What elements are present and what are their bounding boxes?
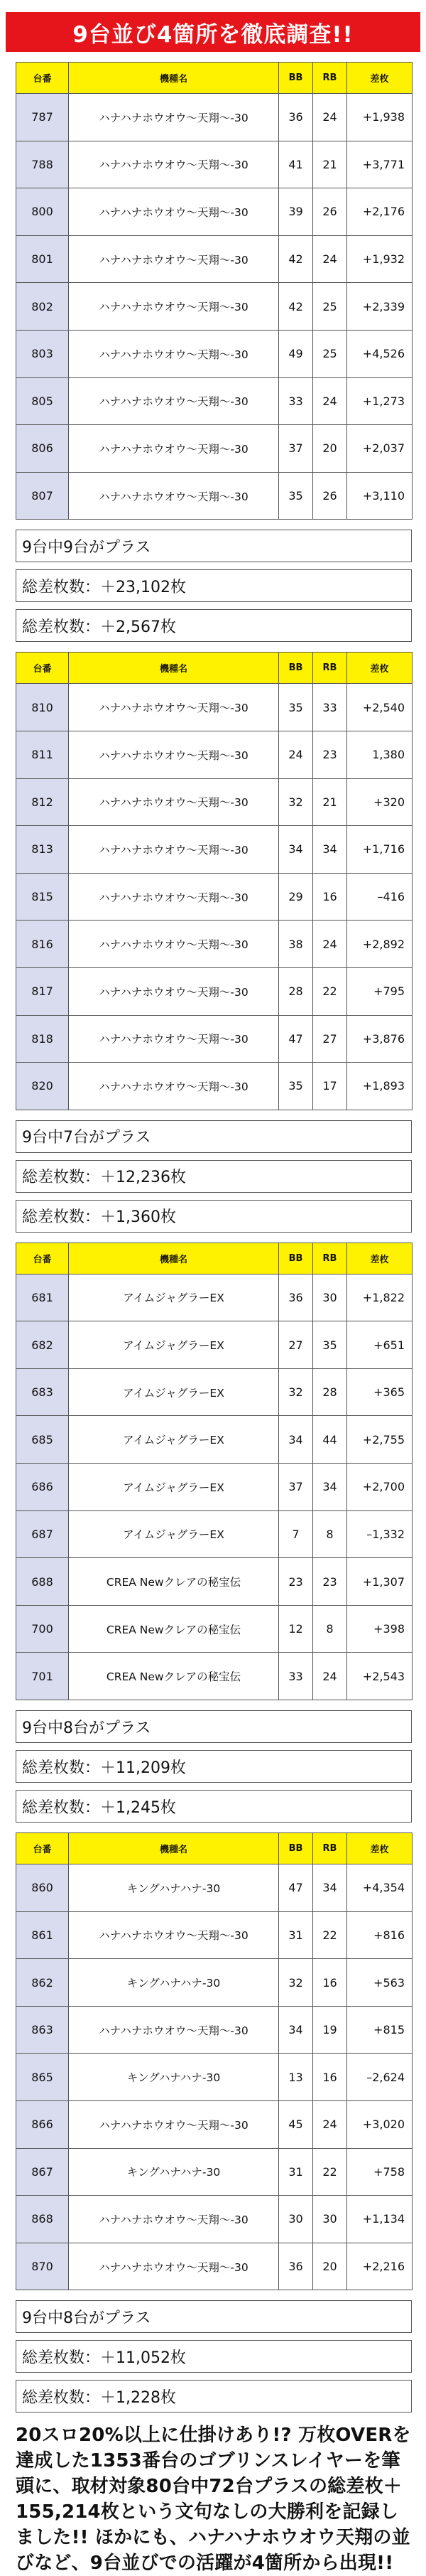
header-bb: BB xyxy=(279,653,313,684)
difference-cell: +795 xyxy=(347,967,413,1015)
rb-count-cell: 26 xyxy=(313,188,347,236)
difference-cell: +816 xyxy=(347,1911,413,1959)
rb-count-cell: 34 xyxy=(313,826,347,874)
bb-count-cell: 39 xyxy=(279,188,313,236)
rb-count-cell: 33 xyxy=(313,684,347,731)
rb-count-cell: 25 xyxy=(313,283,347,331)
header-difference: 差枚 xyxy=(347,1243,413,1274)
machine-number-cell: 863 xyxy=(16,2006,69,2054)
plus-count-summary: 9台中8台がプラス xyxy=(16,2300,412,2333)
difference-cell: +1,307 xyxy=(347,1558,413,1606)
title-banner: 9台並び4箇所を徹底調査!! xyxy=(6,12,420,52)
difference-cell: +1,822 xyxy=(347,1274,413,1321)
bb-count-cell: 27 xyxy=(279,1321,313,1369)
machine-number-cell: 860 xyxy=(16,1864,69,1912)
difference-cell: +2,540 xyxy=(347,684,413,731)
rb-count-cell: 21 xyxy=(313,778,347,826)
bb-count-cell: 36 xyxy=(279,1274,313,1321)
average-difference: 総差枚数：＋1,360枚 xyxy=(16,1200,412,1233)
bb-count-cell: 23 xyxy=(279,1558,313,1606)
machine-name-cell: ハナハナホウオウ〜天翔〜-30 xyxy=(69,731,279,778)
difference-cell: +2,755 xyxy=(347,1416,413,1464)
machine-number-cell: 800 xyxy=(16,188,69,236)
plus-count-summary: 9台中9台がプラス xyxy=(16,530,412,562)
difference-cell: +651 xyxy=(347,1321,413,1369)
machine-name-cell: アイムジャグラーEX xyxy=(69,1464,279,1511)
machine-number-cell: 870 xyxy=(16,2243,69,2290)
difference-cell: –2,624 xyxy=(347,2054,413,2101)
rb-count-cell: 23 xyxy=(313,1558,347,1606)
header-machine-name: 機種名 xyxy=(69,653,279,684)
rb-count-cell: 23 xyxy=(313,731,347,778)
machine-number-cell: 686 xyxy=(16,1464,69,1511)
header-machine-number: 台番 xyxy=(16,653,69,684)
bb-count-cell: 35 xyxy=(279,1063,313,1110)
machine-number-cell: 803 xyxy=(16,330,69,377)
machine-name-cell: キングハナハナ-30 xyxy=(69,2054,279,2101)
header-machine-number: 台番 xyxy=(16,1243,69,1274)
plus-count-summary: 9台中7台がプラス xyxy=(16,1120,412,1153)
rb-count-cell: 22 xyxy=(313,1911,347,1959)
difference-cell: +2,216 xyxy=(347,2243,413,2290)
machine-name-cell: ハナハナホウオウ〜天翔〜-30 xyxy=(69,141,279,188)
header-bb: BB xyxy=(279,1833,313,1864)
table-row xyxy=(16,1063,413,1110)
table-row xyxy=(16,1274,413,1321)
rb-count-cell: 17 xyxy=(313,1063,347,1110)
table-row xyxy=(16,1416,413,1464)
machine-name-cell: アイムジャグラーEX xyxy=(69,1510,279,1558)
rb-count-cell: 25 xyxy=(313,330,347,377)
difference-cell: +3,020 xyxy=(347,2101,413,2149)
machine-name-cell: CREA Newクレアの秘宝伝 xyxy=(69,1653,279,1700)
machine-name-cell: ハナハナホウオウ〜天翔〜-30 xyxy=(69,967,279,1015)
table-row xyxy=(16,377,413,425)
header-machine-number: 台番 xyxy=(16,63,69,94)
rb-count-cell: 30 xyxy=(313,1274,347,1321)
machine-group-section xyxy=(16,1243,412,1823)
results-table xyxy=(16,62,413,520)
difference-cell: +365 xyxy=(347,1368,413,1416)
machine-name-cell: アイムジャグラーEX xyxy=(69,1368,279,1416)
rb-count-cell: 8 xyxy=(313,1605,347,1653)
bb-count-cell: 35 xyxy=(279,472,313,520)
average-difference: 総差枚数：＋1,228枚 xyxy=(16,2380,412,2413)
header-bb: BB xyxy=(279,63,313,94)
table-row xyxy=(16,967,413,1015)
machine-number-cell: 868 xyxy=(16,2196,69,2243)
difference-cell: +815 xyxy=(347,2006,413,2054)
total-difference: 総差枚数：＋12,236枚 xyxy=(16,1160,412,1193)
bb-count-cell: 49 xyxy=(279,330,313,377)
bb-count-cell: 30 xyxy=(279,2196,313,2243)
machine-name-cell: CREA Newクレアの秘宝伝 xyxy=(69,1605,279,1653)
bb-count-cell: 35 xyxy=(279,684,313,731)
difference-cell: +2,176 xyxy=(347,188,413,236)
machine-name-cell: ハナハナホウオウ〜天翔〜-30 xyxy=(69,2243,279,2290)
machine-name-cell: アイムジャグラーEX xyxy=(69,1416,279,1464)
total-difference: 総差枚数：＋11,052枚 xyxy=(16,2340,412,2373)
table-row xyxy=(16,684,413,731)
machine-number-cell: 867 xyxy=(16,2148,69,2196)
rb-count-cell: 35 xyxy=(313,1321,347,1369)
total-difference: 総差枚数：＋11,209枚 xyxy=(16,1750,412,1783)
rb-count-cell: 28 xyxy=(313,1368,347,1416)
rb-count-cell: 24 xyxy=(313,1653,347,1700)
machine-number-cell: 806 xyxy=(16,425,69,473)
machine-name-cell: キングハナハナ-30 xyxy=(69,2148,279,2196)
machine-number-cell: 813 xyxy=(16,826,69,874)
machine-name-cell: アイムジャグラーEX xyxy=(69,1274,279,1321)
difference-cell: 1,380 xyxy=(347,731,413,778)
difference-cell: +1,716 xyxy=(347,826,413,874)
difference-cell: +3,110 xyxy=(347,472,413,520)
machine-number-cell: 688 xyxy=(16,1558,69,1606)
rb-count-cell: 19 xyxy=(313,2006,347,2054)
table-row xyxy=(16,1864,413,1912)
rb-count-cell: 34 xyxy=(313,1464,347,1511)
table-row xyxy=(16,2054,413,2101)
bb-count-cell: 28 xyxy=(279,967,313,1015)
table-header-row xyxy=(16,63,413,94)
machine-number-cell: 685 xyxy=(16,1416,69,1464)
plus-count-summary: 9台中8台がプラス xyxy=(16,1710,412,1743)
machine-name-cell: ハナハナホウオウ〜天翔〜-30 xyxy=(69,377,279,425)
difference-cell: +2,700 xyxy=(347,1464,413,1511)
rb-count-cell: 20 xyxy=(313,2243,347,2290)
table-row xyxy=(16,1510,413,1558)
machine-name-cell: ハナハナホウオウ〜天翔〜-30 xyxy=(69,1015,279,1063)
machine-name-cell: ハナハナホウオウ〜天翔〜-30 xyxy=(69,94,279,141)
bb-count-cell: 32 xyxy=(279,1368,313,1416)
table-row xyxy=(16,472,413,520)
header-machine-name: 機種名 xyxy=(69,63,279,94)
table-row xyxy=(16,1605,413,1653)
table-row xyxy=(16,141,413,188)
difference-cell: +320 xyxy=(347,778,413,826)
sections-container xyxy=(0,62,426,2413)
bb-count-cell: 36 xyxy=(279,2243,313,2290)
average-difference: 総差枚数：＋2,567枚 xyxy=(16,609,412,642)
table-row xyxy=(16,330,413,377)
difference-cell: +3,771 xyxy=(347,141,413,188)
rb-count-cell: 22 xyxy=(313,2148,347,2196)
difference-cell: +4,354 xyxy=(347,1864,413,1912)
difference-cell: +758 xyxy=(347,2148,413,2196)
difference-cell: +2,339 xyxy=(347,283,413,331)
bb-count-cell: 31 xyxy=(279,2148,313,2196)
rb-count-cell: 26 xyxy=(313,472,347,520)
difference-cell: +2,543 xyxy=(347,1653,413,1700)
machine-number-cell: 866 xyxy=(16,2101,69,2149)
difference-cell: +4,526 xyxy=(347,330,413,377)
rb-count-cell: 22 xyxy=(313,967,347,1015)
bb-count-cell: 38 xyxy=(279,921,313,968)
machine-name-cell: ハナハナホウオウ〜天翔〜-30 xyxy=(69,2006,279,2054)
machine-name-cell: キングハナハナ-30 xyxy=(69,1959,279,2007)
table-row xyxy=(16,2196,413,2243)
bb-count-cell: 32 xyxy=(279,778,313,826)
difference-cell: +563 xyxy=(347,1959,413,2007)
machine-number-cell: 801 xyxy=(16,235,69,283)
rb-count-cell: 16 xyxy=(313,1959,347,2007)
bb-count-cell: 36 xyxy=(279,94,313,141)
bb-count-cell: 37 xyxy=(279,1464,313,1511)
header-difference: 差枚 xyxy=(347,653,413,684)
table-row xyxy=(16,1015,413,1063)
table-row xyxy=(16,425,413,473)
rb-count-cell: 30 xyxy=(313,2196,347,2243)
bb-count-cell: 34 xyxy=(279,1416,313,1464)
machine-name-cell: ハナハナホウオウ〜天翔〜-30 xyxy=(69,188,279,236)
machine-name-cell: ハナハナホウオウ〜天翔〜-30 xyxy=(69,283,279,331)
rb-count-cell: 20 xyxy=(313,425,347,473)
bb-count-cell: 29 xyxy=(279,873,313,921)
bb-count-cell: 42 xyxy=(279,235,313,283)
difference-cell: +3,876 xyxy=(347,1015,413,1063)
machine-name-cell: ハナハナホウオウ〜天翔〜-30 xyxy=(69,472,279,520)
machine-number-cell: 682 xyxy=(16,1321,69,1369)
header-rb: RB xyxy=(313,63,347,94)
rb-count-cell: 27 xyxy=(313,1015,347,1063)
difference-cell: –416 xyxy=(347,873,413,921)
table-row xyxy=(16,2101,413,2149)
header-machine-number: 台番 xyxy=(16,1833,69,1864)
machine-name-cell: ハナハナホウオウ〜天翔〜-30 xyxy=(69,1063,279,1110)
table-row xyxy=(16,921,413,968)
bb-count-cell: 31 xyxy=(279,1911,313,1959)
table-header-row xyxy=(16,1833,413,1864)
difference-cell: +1,932 xyxy=(347,235,413,283)
table-row xyxy=(16,1464,413,1511)
bb-count-cell: 33 xyxy=(279,377,313,425)
machine-number-cell: 787 xyxy=(16,94,69,141)
machine-name-cell: アイムジャグラーEX xyxy=(69,1321,279,1369)
machine-number-cell: 865 xyxy=(16,2054,69,2101)
machine-name-cell: ハナハナホウオウ〜天翔〜-30 xyxy=(69,330,279,377)
machine-number-cell: 807 xyxy=(16,472,69,520)
table-row xyxy=(16,1911,413,1959)
bb-count-cell: 37 xyxy=(279,425,313,473)
machine-name-cell: ハナハナホウオウ〜天翔〜-30 xyxy=(69,684,279,731)
machine-name-cell: ハナハナホウオウ〜天翔〜-30 xyxy=(69,826,279,874)
machine-number-cell: 810 xyxy=(16,684,69,731)
machine-name-cell: CREA Newクレアの秘宝伝 xyxy=(69,1558,279,1606)
rb-count-cell: 24 xyxy=(313,235,347,283)
machine-name-cell: ハナハナホウオウ〜天翔〜-30 xyxy=(69,1911,279,1959)
rb-count-cell: 16 xyxy=(313,873,347,921)
machine-name-cell: ハナハナホウオウ〜天翔〜-30 xyxy=(69,873,279,921)
table-row xyxy=(16,1368,413,1416)
machine-number-cell: 683 xyxy=(16,1368,69,1416)
bb-count-cell: 42 xyxy=(279,283,313,331)
machine-number-cell: 788 xyxy=(16,141,69,188)
machine-name-cell: ハナハナホウオウ〜天翔〜-30 xyxy=(69,2196,279,2243)
table-row xyxy=(16,1558,413,1606)
header-rb: RB xyxy=(313,653,347,684)
machine-name-cell: ハナハナホウオウ〜天翔〜-30 xyxy=(69,778,279,826)
machine-number-cell: 812 xyxy=(16,778,69,826)
difference-cell: +1,134 xyxy=(347,2196,413,2243)
machine-number-cell: 687 xyxy=(16,1510,69,1558)
header-difference: 差枚 xyxy=(347,1833,413,1864)
table-row xyxy=(16,826,413,874)
table-row xyxy=(16,778,413,826)
header-rb: RB xyxy=(313,1243,347,1274)
table-row xyxy=(16,235,413,283)
average-difference: 総差枚数：＋1,245枚 xyxy=(16,1790,412,1823)
rb-count-cell: 24 xyxy=(313,377,347,425)
machine-name-cell: ハナハナホウオウ〜天翔〜-30 xyxy=(69,921,279,968)
table-row xyxy=(16,1653,413,1700)
table-row xyxy=(16,2243,413,2290)
table-row xyxy=(16,188,413,236)
machine-number-cell: 700 xyxy=(16,1605,69,1653)
rb-count-cell: 44 xyxy=(313,1416,347,1464)
rb-count-cell: 24 xyxy=(313,94,347,141)
rb-count-cell: 8 xyxy=(313,1510,347,1558)
bb-count-cell: 34 xyxy=(279,826,313,874)
bb-count-cell: 45 xyxy=(279,2101,313,2149)
bb-count-cell: 24 xyxy=(279,731,313,778)
table-row xyxy=(16,1321,413,1369)
table-row xyxy=(16,94,413,141)
machine-name-cell: キングハナハナ-30 xyxy=(69,1864,279,1912)
bb-count-cell: 47 xyxy=(279,1864,313,1912)
machine-name-cell: ハナハナホウオウ〜天翔〜-30 xyxy=(69,425,279,473)
machine-number-cell: 701 xyxy=(16,1653,69,1700)
bb-count-cell: 7 xyxy=(279,1510,313,1558)
machine-group-section xyxy=(16,62,412,642)
results-table xyxy=(16,1832,413,2290)
bb-count-cell: 32 xyxy=(279,1959,313,2007)
machine-number-cell: 818 xyxy=(16,1015,69,1063)
machine-number-cell: 815 xyxy=(16,873,69,921)
difference-cell: +1,938 xyxy=(347,94,413,141)
rb-count-cell: 21 xyxy=(313,141,347,188)
table-row xyxy=(16,1959,413,2007)
table-row xyxy=(16,2006,413,2054)
table-header-row xyxy=(16,1243,413,1274)
table-row xyxy=(16,873,413,921)
closing-paragraph: 20スロ20%以上に仕掛けあり!? 万枚OVERを達成した1353番台のゴブリンスレイヤーを筆頭に、取材対象80台中72台プラスの総差枚＋155,214枚という文句なしの大勝利を記録しました!! ほかにも、ハナハナホウオウ天翔の並びなど、9台並びでの活躍が4箇所から出現!! xyxy=(16,2425,411,2575)
header-bb: BB xyxy=(279,1243,313,1274)
machine-number-cell: 805 xyxy=(16,377,69,425)
bb-count-cell: 13 xyxy=(279,2054,313,2101)
machine-number-cell: 862 xyxy=(16,1959,69,2007)
rb-count-cell: 24 xyxy=(313,2101,347,2149)
machine-group-section xyxy=(16,652,412,1232)
bb-count-cell: 41 xyxy=(279,141,313,188)
rb-count-cell: 34 xyxy=(313,1864,347,1912)
difference-cell: –1,332 xyxy=(347,1510,413,1558)
machine-number-cell: 820 xyxy=(16,1063,69,1110)
machine-number-cell: 816 xyxy=(16,921,69,968)
table-header-row xyxy=(16,653,413,684)
machine-name-cell: ハナハナホウオウ〜天翔〜-30 xyxy=(69,235,279,283)
difference-cell: +2,892 xyxy=(347,921,413,968)
machine-number-cell: 817 xyxy=(16,967,69,1015)
table-row xyxy=(16,283,413,331)
table-row xyxy=(16,2148,413,2196)
machine-number-cell: 681 xyxy=(16,1274,69,1321)
total-difference: 総差枚数：＋23,102枚 xyxy=(16,569,412,602)
difference-cell: +1,893 xyxy=(347,1063,413,1110)
rb-count-cell: 16 xyxy=(313,2054,347,2101)
bb-count-cell: 47 xyxy=(279,1015,313,1063)
bb-count-cell: 34 xyxy=(279,2006,313,2054)
machine-number-cell: 802 xyxy=(16,283,69,331)
results-table xyxy=(16,1243,413,1700)
header-rb: RB xyxy=(313,1833,347,1864)
header-machine-name: 機種名 xyxy=(69,1243,279,1274)
bb-count-cell: 33 xyxy=(279,1653,313,1700)
header-machine-name: 機種名 xyxy=(69,1833,279,1864)
difference-cell: +398 xyxy=(347,1605,413,1653)
machine-name-cell: ハナハナホウオウ〜天翔〜-30 xyxy=(69,2101,279,2149)
machine-number-cell: 861 xyxy=(16,1911,69,1959)
difference-cell: +2,037 xyxy=(347,425,413,473)
header-difference: 差枚 xyxy=(347,63,413,94)
bb-count-cell: 12 xyxy=(279,1605,313,1653)
difference-cell: +1,273 xyxy=(347,377,413,425)
table-row xyxy=(16,731,413,778)
machine-group-section xyxy=(16,1832,412,2413)
machine-number-cell: 811 xyxy=(16,731,69,778)
results-table xyxy=(16,652,413,1110)
rb-count-cell: 24 xyxy=(313,921,347,968)
